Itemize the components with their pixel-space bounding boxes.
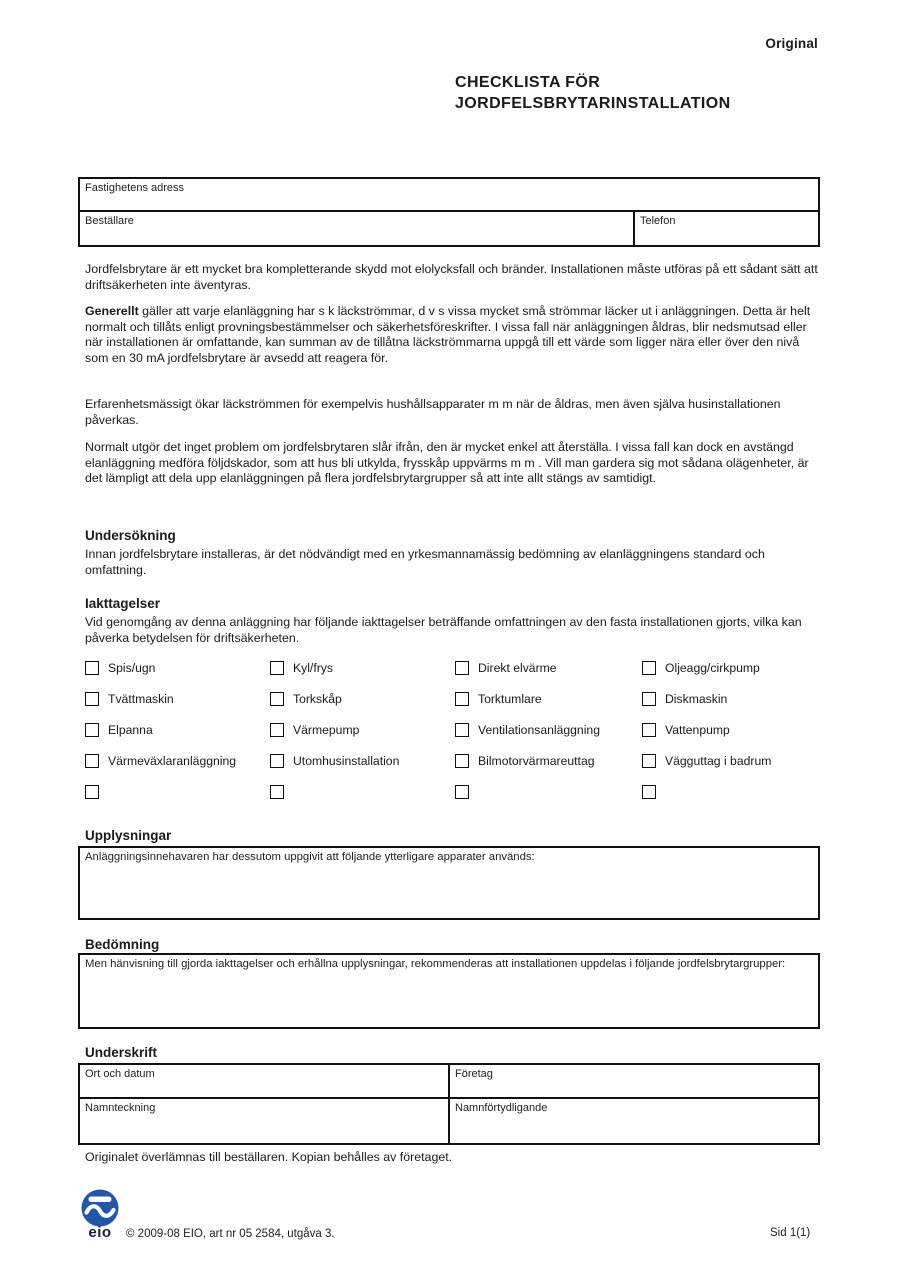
checkbox-label: Ventilationsanläggning xyxy=(478,723,600,737)
iakttagelser-checkbox-grid xyxy=(85,656,822,804)
checkbox-item-utomhusinstallation xyxy=(270,753,399,769)
checkbox-label: Värmepump xyxy=(293,723,360,737)
field-label-telefon: Telefon xyxy=(640,215,676,227)
checkbox-label: Torkskåp xyxy=(293,692,342,706)
intro-paragraph-2-rest: gäller att varje elanläggning har s k läckströmmar, d v s vissa mycket små strömmar läcker ut i anläggningen. Detta är helt normalt och tillåts enligt provningsbestämmelser och säkerhetsföreskrifter. I vissa fall när anläggningen åldras, blir nedsmutsad eller när installationen är omfattande, kan summan av de tillåtna läckströmmarna uppgå till ett värde som ligger nära eller över den nivå som en 30 mA jordfelsbrytare är avsedd att reagera för. xyxy=(85,304,811,365)
checkbox[interactable] xyxy=(270,661,284,675)
checkbox-label: Oljeagg/cirkpump xyxy=(665,661,760,675)
checkbox[interactable] xyxy=(85,723,99,737)
checkbox-label: Direkt elvärme xyxy=(478,661,557,675)
checkbox[interactable] xyxy=(270,785,284,799)
intro-paragraph-4: Normalt utgör det inget problem om jordfelsbrytaren slår ifrån, den är mycket enkel att återställa. I vissa fall kan dock en avstängd elanläggning medföra följdskador, som att hus bli utkylda, frysskåp uppvärms m m . Vill man gardera sig mot sådana olägenheter, är det lämpligt att dela upp elanläggningen på flera jordfelsbrytargrupper så att inte allt stängs av samtidigt. xyxy=(85,440,809,486)
checkbox[interactable] xyxy=(642,661,656,675)
underskrift-row1 xyxy=(80,1065,818,1099)
checkbox-label: Diskmaskin xyxy=(665,692,728,706)
checkbox[interactable] xyxy=(642,754,656,768)
document-title-line1: CHECKLISTA FÖR xyxy=(455,74,601,91)
checkbox[interactable] xyxy=(455,723,469,737)
checkbox-item-spis-ugn xyxy=(85,660,155,676)
checkbox-item-tvattmaskin xyxy=(85,691,174,707)
underskrift-row2 xyxy=(80,1099,818,1143)
field-foretag[interactable] xyxy=(450,1065,818,1097)
checkbox[interactable] xyxy=(642,785,656,799)
checkbox-item-blank-1 xyxy=(85,784,108,800)
checkbox-label: Vägguttag i badrum xyxy=(665,754,772,768)
checkbox[interactable] xyxy=(455,661,469,675)
checkbox[interactable] xyxy=(455,692,469,706)
checkbox-item-varmevaxlaranlaggning xyxy=(85,753,236,769)
footer-copyright: © 2009-08 EIO, art nr 05 2584, utgåva 3. xyxy=(126,1228,335,1240)
checkbox[interactable] xyxy=(85,661,99,675)
checkbox-item-bilmotorvarmareuttag xyxy=(455,753,595,769)
intro-paragraph-2 xyxy=(85,304,822,366)
field-label-fastighetens-adress: Fastighetens adress xyxy=(85,182,185,194)
field-label-namnteckning: Namnteckning xyxy=(85,1102,156,1114)
checkbox-item-vattenpump xyxy=(642,722,730,738)
checkbox-item-elpanna xyxy=(85,722,153,738)
checkbox[interactable] xyxy=(642,723,656,737)
checkbox-item-varmepump xyxy=(270,722,359,738)
checkbox[interactable] xyxy=(455,754,469,768)
intro-paragraph-3: Erfarenhetsmässigt ökar läckströmmen för exempelvis hushållsapparater m m när de åldras, men även själva husinstallationen påverkas. xyxy=(85,397,781,427)
underskrift-table xyxy=(78,1063,820,1145)
checkbox-item-vagguttag-i-badrum xyxy=(642,753,771,769)
checkbox-label: Värmeväxlaranläggning xyxy=(108,754,237,768)
checkbox-label: Vattenpump xyxy=(665,723,730,737)
checkbox-item-ventilationsanlaggning xyxy=(455,722,600,738)
checkbox[interactable] xyxy=(455,785,469,799)
document-title-line2: JORDFELSBRYTARINSTALLATION xyxy=(455,95,731,112)
field-bestallare[interactable] xyxy=(80,212,635,245)
field-namnteckning[interactable] xyxy=(80,1099,450,1143)
checkbox-item-blank-2 xyxy=(270,784,293,800)
checkbox[interactable] xyxy=(85,692,99,706)
checkbox[interactable] xyxy=(85,754,99,768)
intro-paragraph-2-lead: Generellt xyxy=(85,304,139,318)
iakttagelser-heading: Iakttagelser xyxy=(85,596,161,611)
checkbox[interactable] xyxy=(270,723,284,737)
intro-paragraph-1: Jordfelsbrytare är ett mycket bra kompletterande skydd mot elolycksfall och bränder. Installationen måste utföras på ett sådant sätt att driftsäkerheten inte äventyras. xyxy=(85,262,818,292)
checkbox-item-blank-3 xyxy=(455,784,478,800)
upplysningar-heading: Upplysningar xyxy=(85,828,172,843)
checkbox-item-oljeagg-cirkpump xyxy=(642,660,760,676)
bedomning-box[interactable] xyxy=(78,953,820,1029)
bedomning-box-text: Men hänvisning till gjorda iakttagelser och erhållna upplysningar, rekommenderas att installationen uppdelas i följande jordfelsbrytargrupper: xyxy=(85,958,786,970)
checkbox-label: Torktumlare xyxy=(478,692,542,706)
eio-logo-text: eio xyxy=(88,1224,112,1241)
checkbox-item-diskmaskin xyxy=(642,691,727,707)
header-fields-row2 xyxy=(80,212,818,245)
checkbox[interactable] xyxy=(270,692,284,706)
field-label-namnfortydligande: Namnförtydligande xyxy=(455,1102,548,1114)
field-label-foretag: Företag xyxy=(455,1068,493,1080)
field-ort-och-datum[interactable] xyxy=(80,1065,450,1097)
upplysningar-box[interactable] xyxy=(78,846,820,920)
checkbox-label: Elpanna xyxy=(108,723,153,737)
footer-page-number: Sid 1(1) xyxy=(770,1227,811,1239)
checkbox-label: Spis/ugn xyxy=(108,661,156,675)
checkbox[interactable] xyxy=(642,692,656,706)
undersokning-heading: Undersökning xyxy=(85,528,176,543)
checkbox-label: Kyl/frys xyxy=(293,661,333,675)
checkbox-item-direkt-elvarme xyxy=(455,660,557,676)
undersokning-text: Innan jordfelsbrytare installeras, är det nödvändigt med en yrkesmannamässig bedömning av elanläggningens standard och omfattning. xyxy=(85,547,765,577)
checkbox-label: Bilmotorvärmareuttag xyxy=(478,754,595,768)
iakttagelser-text: Vid genomgång av denna anläggning har följande iakttagelser beträffande omfattningen av den fasta installationen gjorts, vilka kan påverka betydelsen för driftsäkerheten. xyxy=(85,615,802,645)
underskrift-heading: Underskrift xyxy=(85,1045,158,1060)
field-telefon[interactable] xyxy=(635,212,818,245)
field-namnfortydligande[interactable] xyxy=(450,1099,818,1143)
bedomning-heading: Bedömning xyxy=(85,937,160,952)
checkbox-item-kyl-frys xyxy=(270,660,333,676)
checkbox[interactable] xyxy=(85,785,99,799)
checkbox-item-blank-4 xyxy=(642,784,665,800)
checkbox-item-torkskap xyxy=(270,691,342,707)
checkbox-label: Utomhusinstallation xyxy=(293,754,400,768)
field-label-ort-och-datum: Ort och datum xyxy=(85,1068,155,1080)
field-label-bestallare: Beställare xyxy=(85,215,134,227)
closing-note: Originalet överlämnas till beställaren. Kopian behålles av företaget. xyxy=(85,1150,453,1164)
upplysningar-box-text: Anläggningsinnehavaren har dessutom uppgivit att följande ytterligare apparater används: xyxy=(85,851,535,863)
document-title xyxy=(455,72,875,114)
eio-logo-icon xyxy=(80,1189,120,1229)
checkbox-item-torktumlare xyxy=(455,691,542,707)
field-fastighetens-adress[interactable] xyxy=(80,179,818,212)
header-fields-table xyxy=(78,177,820,247)
copy-type-label: Original xyxy=(765,36,818,51)
checkbox-label: Tvättmaskin xyxy=(108,692,174,706)
checkbox[interactable] xyxy=(270,754,284,768)
